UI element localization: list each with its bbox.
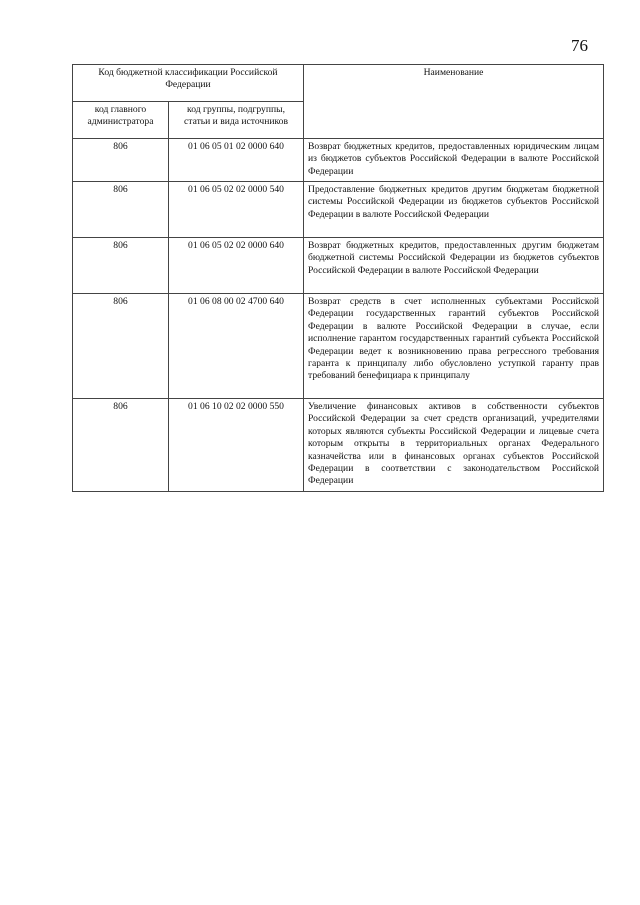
table-row [73,399,604,492]
header-name: Наименование [304,65,604,139]
table-header-row [73,65,604,102]
source-code-cell: 01 06 05 01 02 0000 640 [169,139,304,182]
table-row [73,294,604,399]
admin-code-cell: 806 [73,238,169,294]
table-row [73,182,604,238]
page-number: 76 [571,36,588,55]
name-cell: Предоставление бюджетных кредитов другим бюджетам бюджетной системы Российской Федерации из бюджетов субъектов Российской Федерации в валюте Российской Федерации [304,182,604,238]
admin-code-cell: 806 [73,399,169,492]
name-cell: Увеличение финансовых активов в собственности субъектов Российской Федерации за счет средств организаций, учредителями которых являются субъекты Российской Федерации и лицевые счета которым открыты в территориальных органах Федерального казначейства или в финансовых органах субъектов Российской Федерации в соответствии с законодательством Российской Федерации [304,399,604,492]
name-cell: Возврат средств в счет исполненных субъектами Российской Федерации государственных гарантий субъектов Российской Федерации в валюте Российской Федерации в случае, если исполнение гарантом государственных гарантий субъекта Российской Федерации ведет к возникновению права регрессного требования гаранта к принципалу либо обусловлено уступкой гаранту прав требований бенефициара к принципалу [304,294,604,399]
table-row [73,238,604,294]
source-code-cell: 01 06 05 02 02 0000 640 [169,238,304,294]
header-source-code: код группы, подгруппы, статьи и вида источников [169,102,304,139]
admin-code-cell: 806 [73,294,169,399]
header-admin-code: код главного администратора [73,102,169,139]
source-code-cell: 01 06 08 00 02 4700 640 [169,294,304,399]
header-classification-code: Код бюджетной классификации Российской Федерации [73,65,304,102]
source-code-cell: 01 06 10 02 02 0000 550 [169,399,304,492]
budget-classification-table [72,64,604,492]
admin-code-cell: 806 [73,139,169,182]
name-cell: Возврат бюджетных кредитов, предоставленных юридическим лицам из бюджетов субъектов Российской Федерации в валюте Российской Федерации [304,139,604,182]
name-cell: Возврат бюджетных кредитов, предоставленных другим бюджетам бюджетной системы Российской Федерации из бюджетов субъектов Российской Федерации в валюте Российской Федерации [304,238,604,294]
table-row [73,139,604,182]
admin-code-cell: 806 [73,182,169,238]
source-code-cell: 01 06 05 02 02 0000 540 [169,182,304,238]
